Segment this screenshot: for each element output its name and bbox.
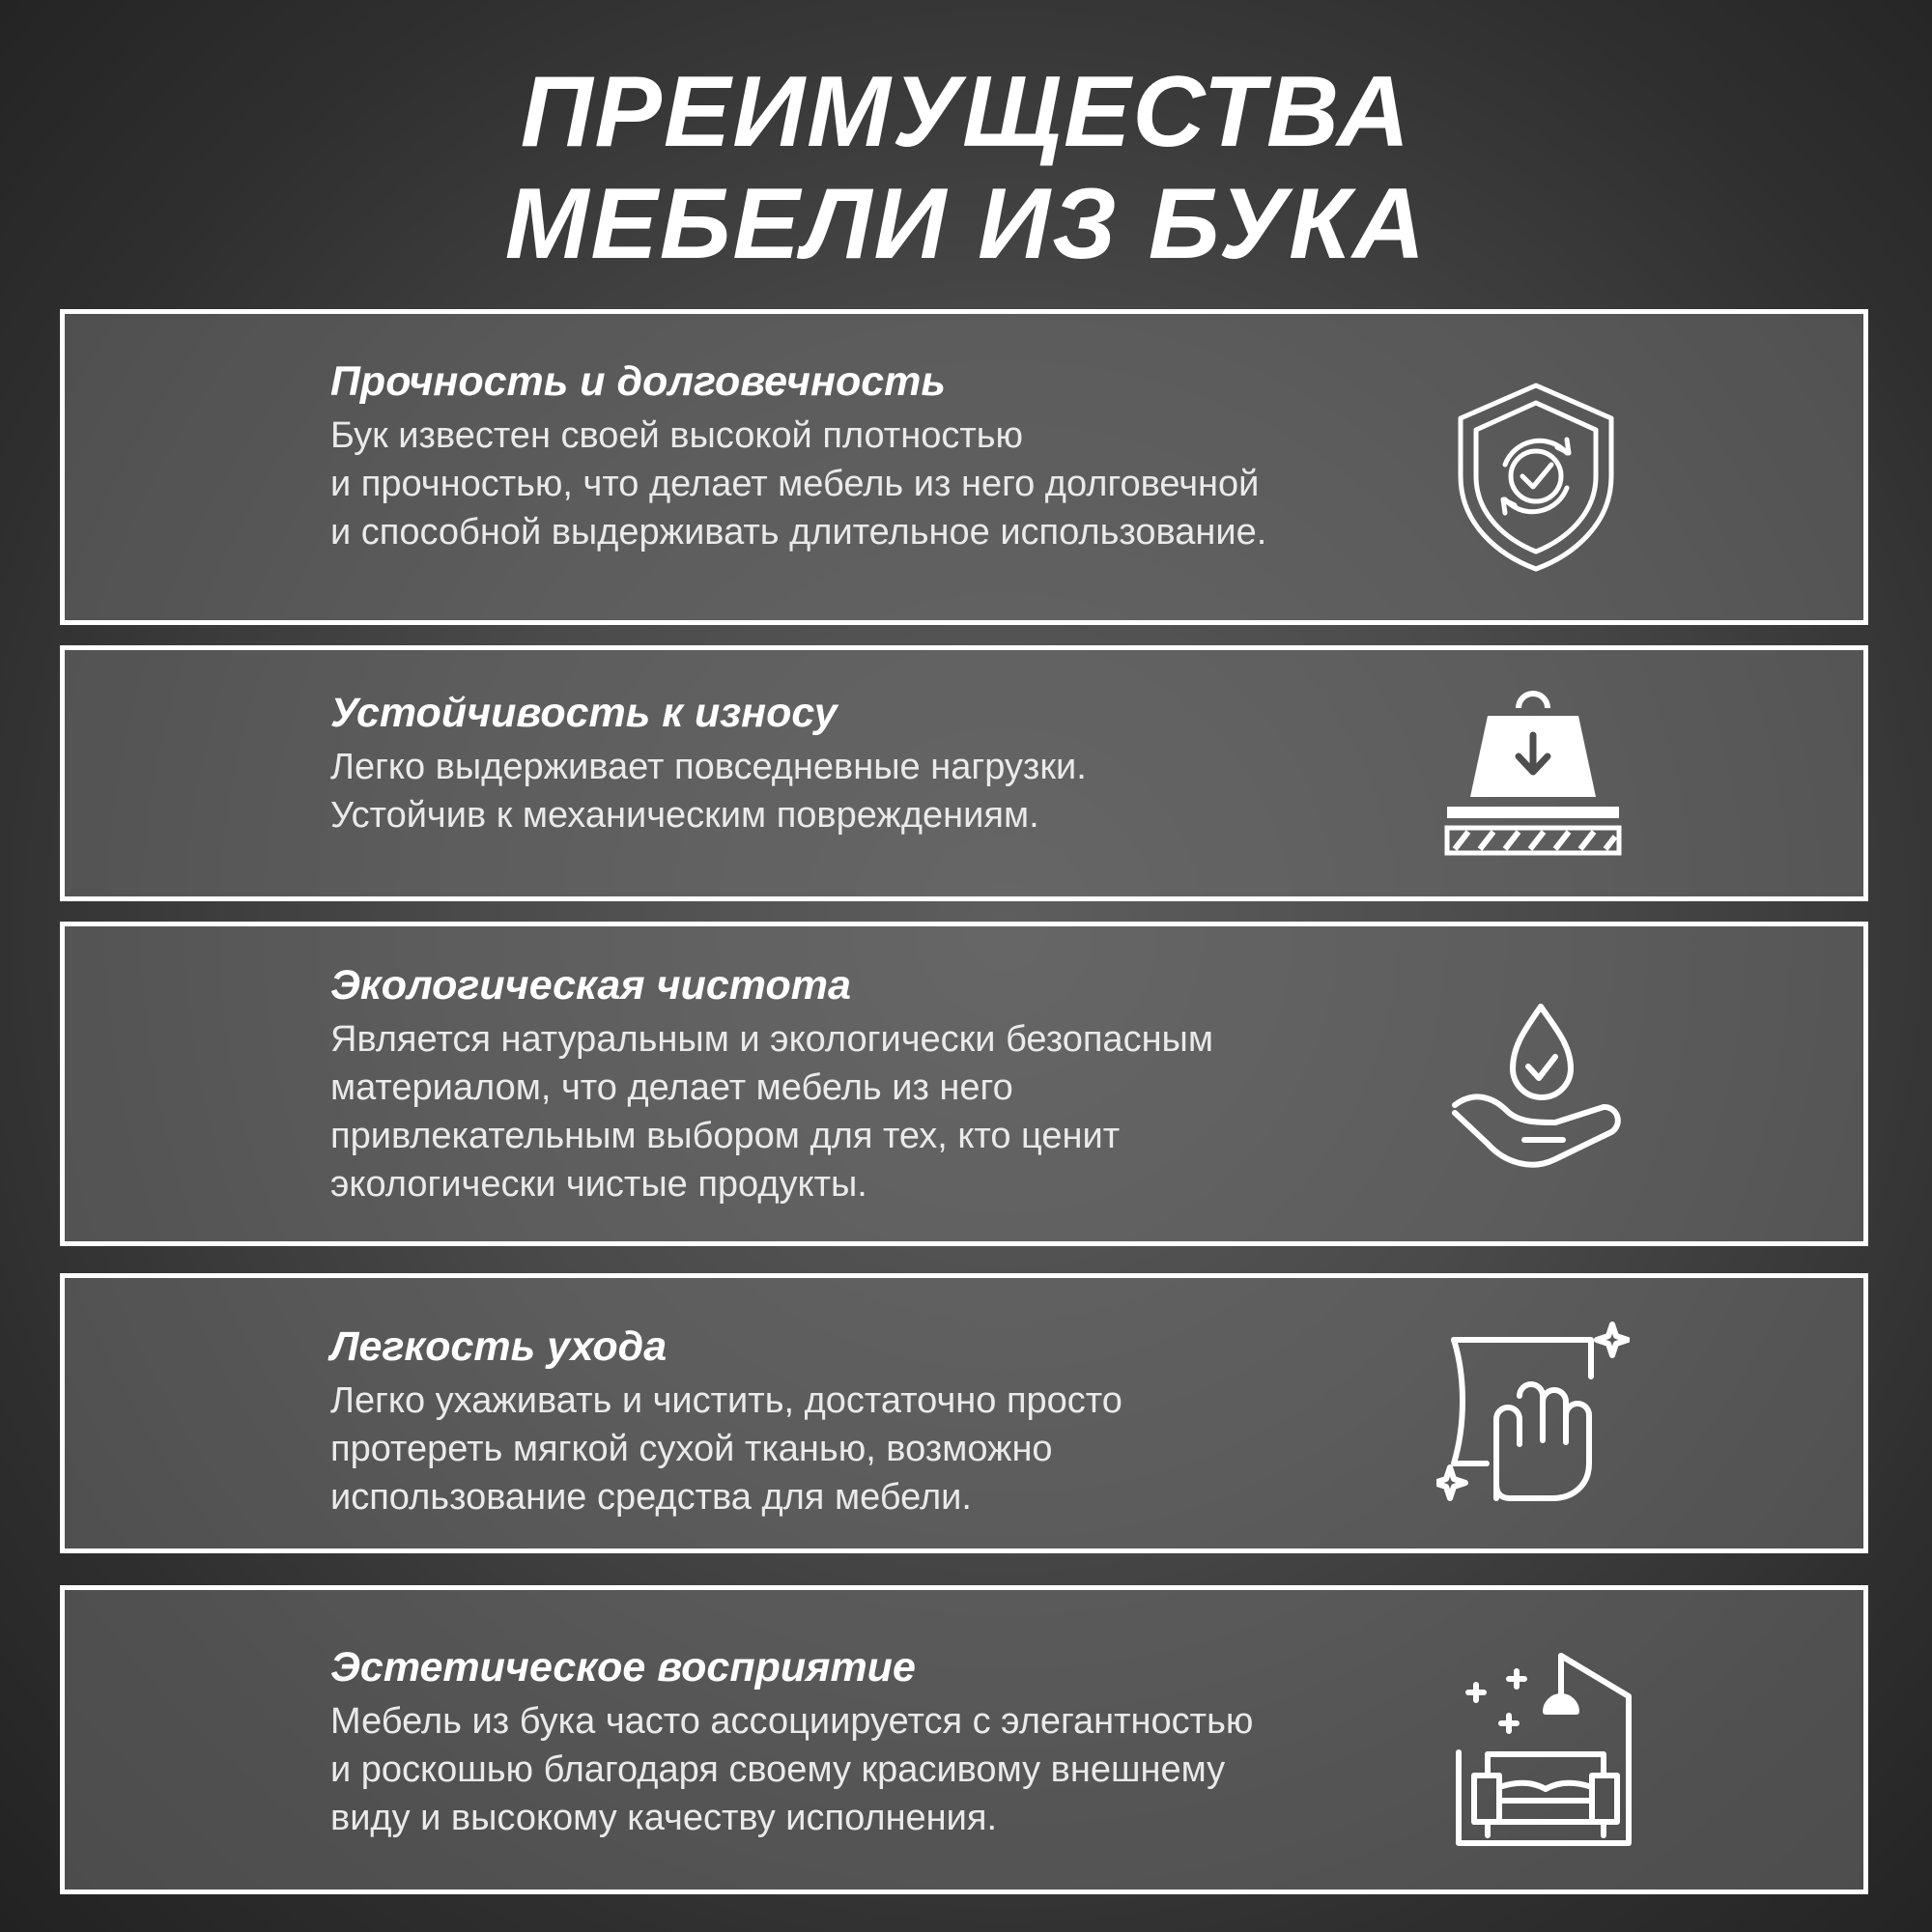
page-title — [0, 56, 1932, 280]
card-text — [330, 689, 1470, 839]
card-title: Легкость ухода — [330, 1323, 668, 1370]
card-description-line: привлекательным выбором для тех, кто ценит — [330, 1116, 1121, 1156]
card-title: Эстетическое восприятие — [330, 1644, 916, 1690]
card-eco-purity — [60, 922, 1868, 1246]
card-description-line: Бук известен своей высокой плотностью — [330, 415, 1024, 456]
card-text — [330, 357, 1470, 556]
card-wear-resistance — [60, 645, 1868, 901]
card-durability — [60, 309, 1868, 625]
card-description — [330, 1697, 1470, 1842]
weight-load-icon — [1441, 679, 1625, 863]
card-easy-care — [60, 1273, 1868, 1553]
card-description-line: Устойчив к механическим повреждениям. — [330, 795, 1039, 836]
card-text — [330, 1643, 1470, 1842]
page-title-line-1: ПРЕИМУЩЕСТВА — [520, 56, 1412, 168]
card-description — [330, 1377, 1470, 1521]
page-title-line-2: МЕБЕЛИ ИЗ БУКА — [504, 168, 1428, 280]
card-description — [330, 1015, 1470, 1208]
eco-hand-drop-icon — [1449, 999, 1633, 1182]
card-aesthetics — [60, 1585, 1868, 1894]
card-description-line: материалом, что делает мебель из него — [330, 1067, 1013, 1108]
cleaning-cloth-icon — [1436, 1319, 1630, 1512]
card-title: Экологическая чистота — [330, 962, 851, 1009]
card-description-line: использование средства для мебели. — [330, 1477, 972, 1518]
card-text — [330, 961, 1470, 1208]
card-description — [330, 743, 1470, 839]
card-text — [330, 1322, 1470, 1521]
card-description-line: экологически чистые продукты. — [330, 1164, 867, 1205]
card-description-line: протереть мягкой сухой тканью, возможно — [330, 1429, 1053, 1469]
card-title: Устойчивость к износу — [330, 690, 838, 736]
card-title: Прочность и долговечность — [330, 358, 946, 405]
card-description-line: Является натуральным и экологически безопасным — [330, 1019, 1213, 1060]
card-description-line: Легко выдерживает повседневные нагрузки. — [330, 747, 1087, 787]
shield-check-icon — [1449, 380, 1623, 573]
card-description-line: и прочностью, что делает мебель из него долговечной — [330, 464, 1260, 504]
card-description — [330, 412, 1470, 556]
card-description-line: виду и высокому качеству исполнения. — [330, 1798, 998, 1838]
card-description-line: Легко ухаживать и чистить, достаточно просто — [330, 1380, 1122, 1421]
sofa-interior-icon — [1449, 1646, 1642, 1849]
card-description-line: и роскошью благодаря своему красивому внешнему — [330, 1749, 1226, 1790]
card-description-line: Мебель из бука часто ассоциируется с элегантностью — [330, 1701, 1254, 1742]
card-description-line: и способной выдерживать длительное использование. — [330, 512, 1267, 553]
